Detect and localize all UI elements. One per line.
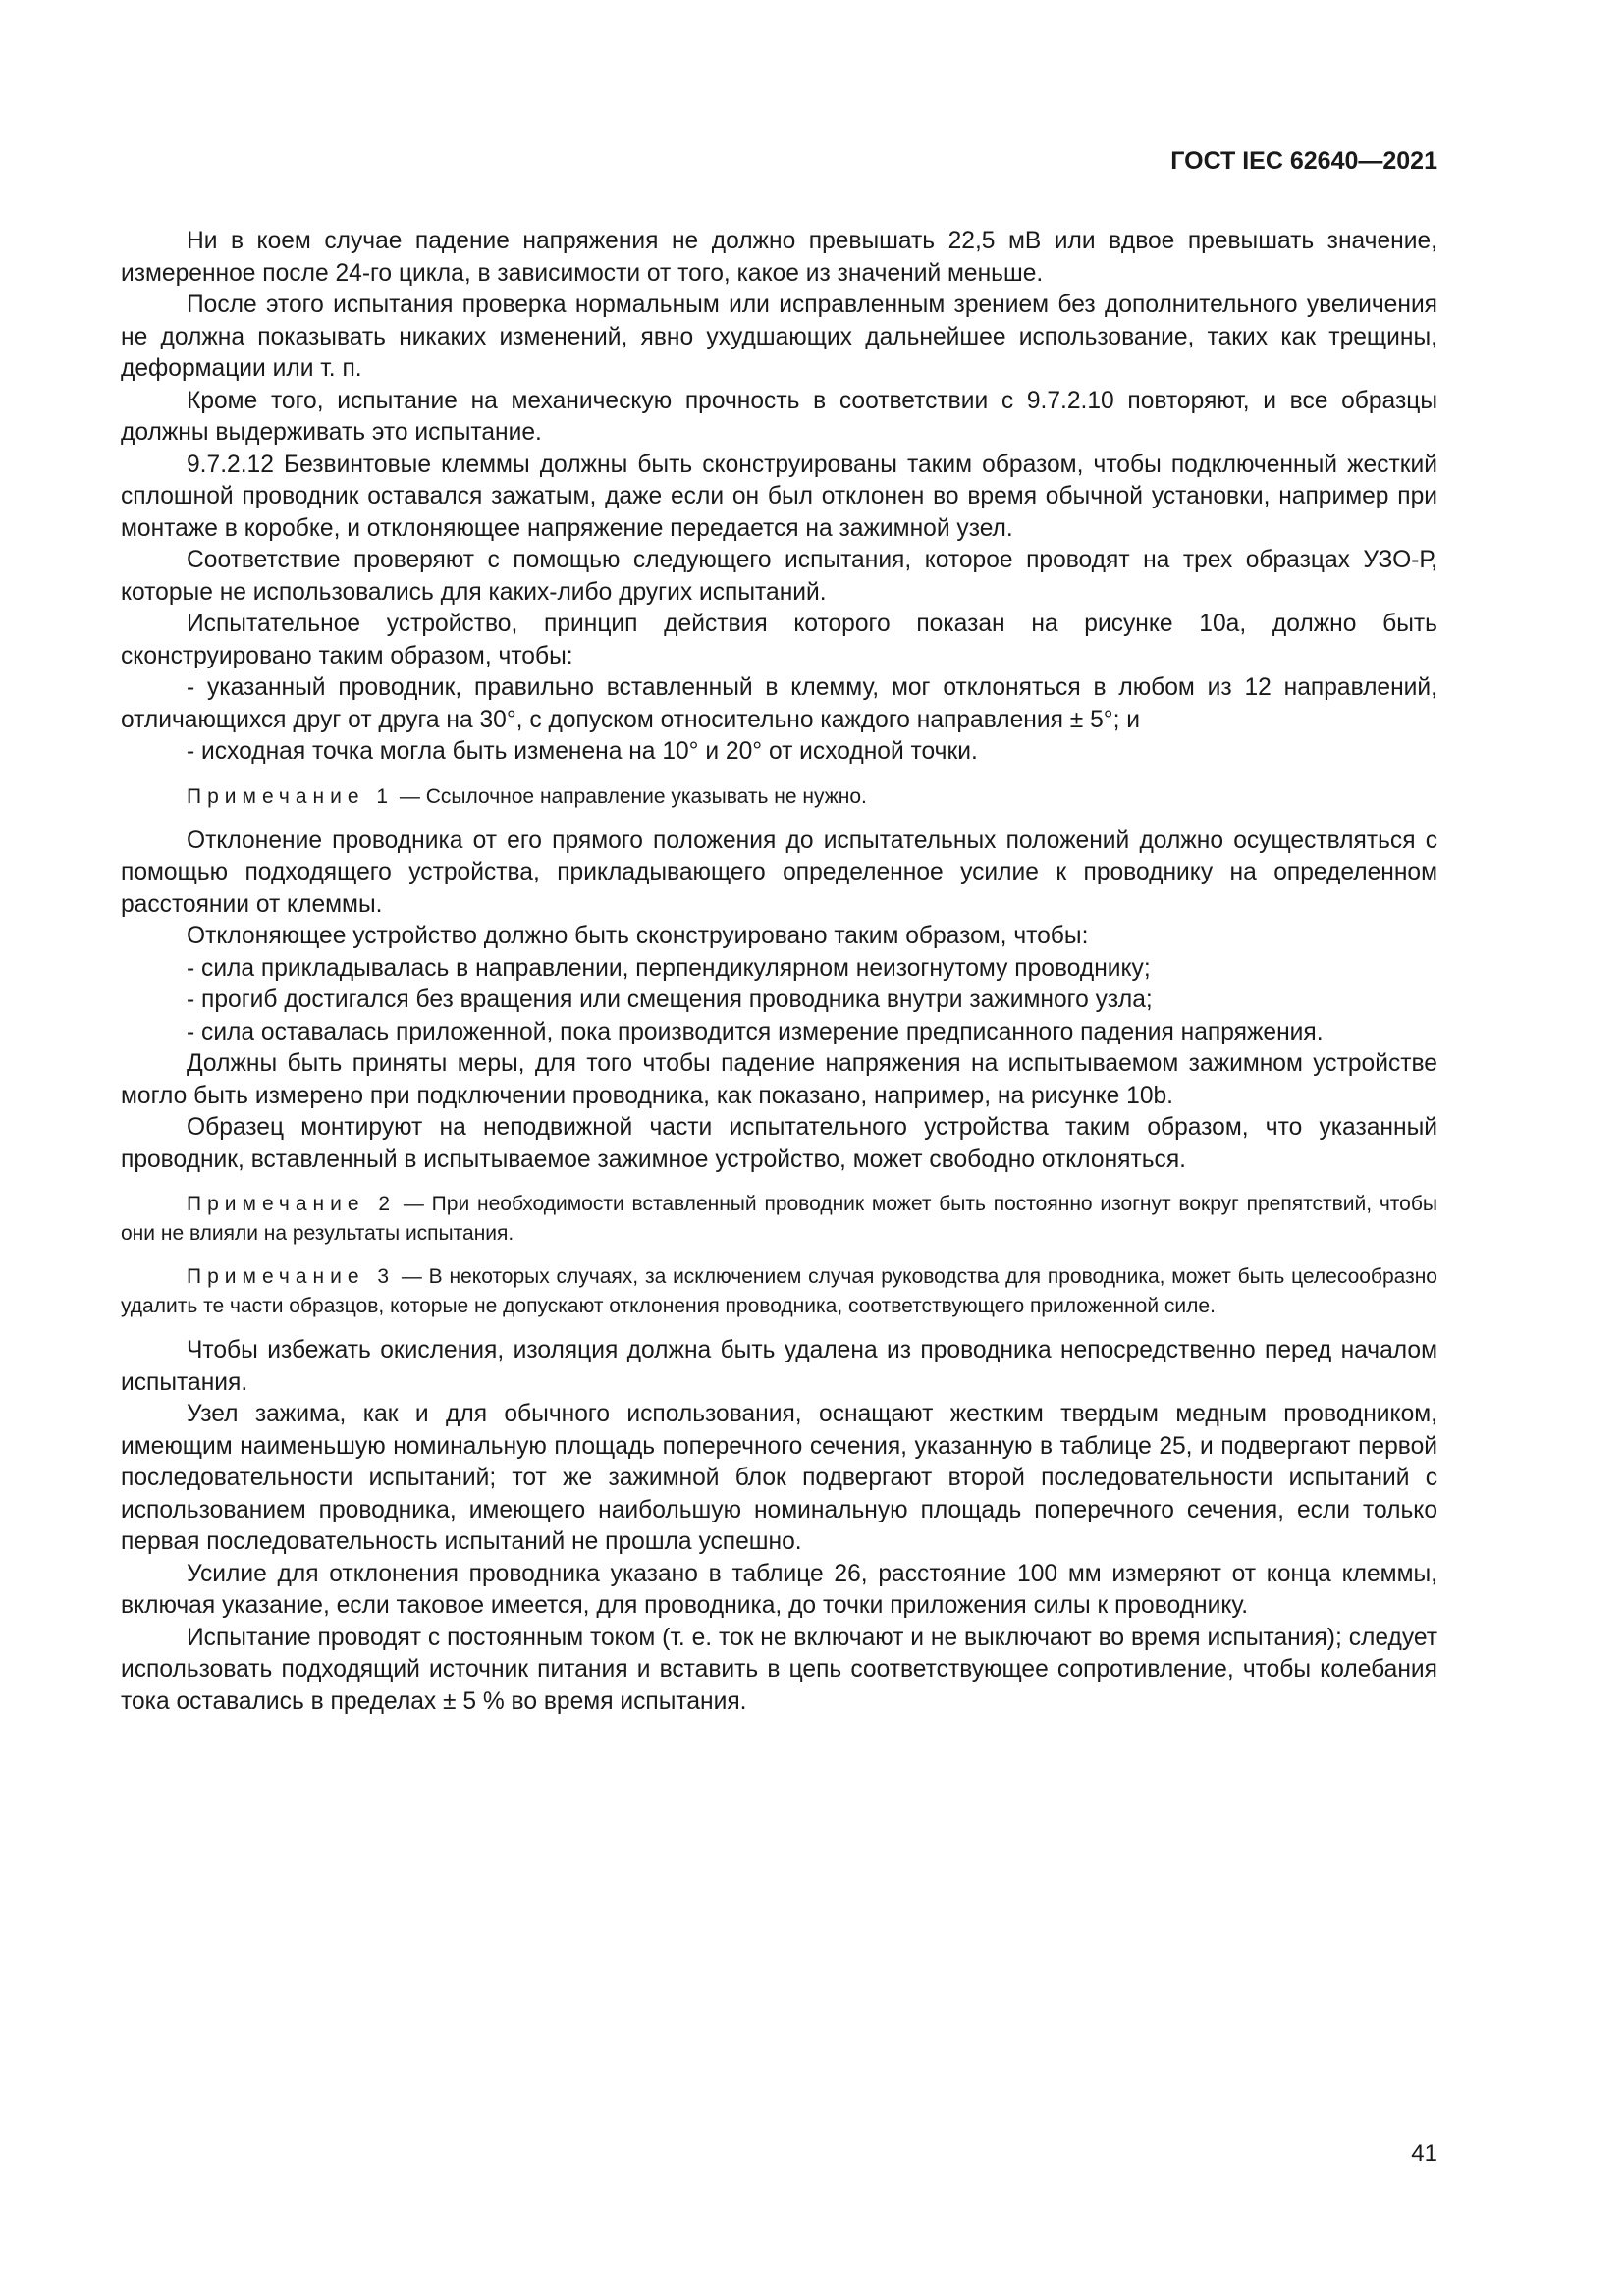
- document-body: [121, 226, 1437, 1718]
- note-2: [121, 1190, 1437, 1249]
- list-item: - сила оставалась приложенной, пока производится измерение предписанного падения напряжения.: [187, 1018, 1324, 1045]
- paragraph: Отклоняющее устройство должно быть сконструировано таким образом, чтобы:: [187, 923, 1089, 949]
- list-item: - сила прикладывалась в направлении, перпендикулярном неизогнутому проводнику;: [187, 954, 1151, 982]
- paragraph: Испытательное устройство, принцип действия которого показан на рисунке 10а, должно быть сконструировано таким образом, чтобы:: [121, 611, 1437, 669]
- paragraph: Чтобы избежать окисления, изоляция должна быть удалена из проводника непосредственно перед началом испытания.: [121, 1337, 1437, 1396]
- paragraph: Должны быть приняты меры, для того чтобы падение напряжения на испытываемом зажимном устройстве могло быть измерено при подключении проводника, как показано, например, на рисунке 10b.: [121, 1050, 1437, 1109]
- paragraph: Усилие для отклонения проводника указано в таблице 26, расстояние 100 мм измеряют от конца клеммы, включая указание, если таковое имеется, для проводника, до точки приложения силы к проводнику.: [121, 1560, 1437, 1619]
- list-item: - прогиб достигался без вращения или смещения проводника внутри зажимного узла;: [187, 987, 1153, 1013]
- note-label: Примечание 3: [187, 1265, 396, 1288]
- paragraph: Узел зажима, как и для обычного использования, оснащают жестким твердым медным проводником, имеющим наименьшую номинальную площадь поперечного сечения, указанную в таблице 25, и подвергают первой последовательности испытаний; тот же зажимной блок подвергают второй последовательности испытаний с использованием проводника, имеющего наибольшую номинальную площадь поперечного сечения, если только первая последовательность испытаний не прошла успешно.: [121, 1401, 1437, 1555]
- note-3: [121, 1262, 1437, 1321]
- paragraph: Отклонение проводника от его прямого положения до испытательных положений должно осуществляться с помощью подходящего устройства, прикладывающего определенное усилие к проводнику на определенном расстоянии от клеммы.: [121, 827, 1437, 918]
- note-text: — При необходимости вставленный проводник может быть постоянно изогнут вокруг препятствий, чтобы они не влияли на результаты испытания.: [121, 1193, 1437, 1245]
- paragraph: После этого испытания проверка нормальным или исправленным зрением без дополнительного увеличения не должна показывать никаких изменений, явно ухудшающих дальнейшее использование, таких как трещины, деформации или т. п.: [121, 292, 1437, 382]
- paragraph: Испытание проводят с постоянным током (т. е. ток не включают и не выключают во время испытания); следует использовать подходящий источник питания и вставить в цепь соответствующее сопротивление, чтобы колебания тока оставались в пределах ± 5 % во время испытания.: [121, 1624, 1437, 1715]
- page-number: 41: [1411, 2140, 1437, 2166]
- clause-9-7-2-12: 9.7.2.12 Безвинтовые клеммы должны быть сконструированы таким образом, чтобы подключенный жесткий сплошной проводник оставался зажатым, даже если он был отклонен во время обычной установки, например при монтаже в коробке, и отклоняющее напряжение передается на зажимной узел.: [121, 451, 1437, 542]
- paragraph: Соответствие проверяют с помощью следующего испытания, которое проводят на трех образцах УЗО-Р, которые не использовались для каких-либо других испытаний.: [121, 547, 1437, 606]
- paragraph: Кроме того, испытание на механическую прочность в соответствии с 9.7.2.10 повторяют, и все образцы должны выдерживать это испытание.: [121, 387, 1437, 446]
- note-label: Примечание 1: [187, 784, 395, 808]
- note-1: [121, 782, 1437, 812]
- paragraph: Ни в коем случае падение напряжения не должно превышать 22,5 мВ или вдвое превышать значение, измеренное после 24-го цикла, в зависимости от того, какое из значений меньше.: [121, 228, 1437, 287]
- list-item: - указанный проводник, правильно вставленный в клемму, мог отклоняться в любом из 12 направлений, отличающихся друг от друга на 30°, с допуском относительно каждого направления ± 5°; и: [121, 674, 1437, 733]
- note-text: — Ссылочное направление указывать не нужно.: [394, 784, 867, 808]
- list-item: - исходная точка могла быть изменена на 10° и 20° от исходной точки.: [187, 738, 978, 765]
- note-text: — В некоторых случаях, за исключением случая руководства для проводника, может быть целесообразно удалить те части образцов, которые не допускают отклонения проводника, соответствующего приложенной силе.: [121, 1265, 1437, 1317]
- note-label: Примечание 2: [187, 1193, 397, 1215]
- standard-id-header: ГОСТ IEC 62640—2021: [1170, 147, 1437, 175]
- paragraph: Образец монтируют на неподвижной части испытательного устройства таким образом, что указанный проводник, вставленный в испытываемое зажимное устройство, может свободно отклоняться.: [121, 1114, 1437, 1173]
